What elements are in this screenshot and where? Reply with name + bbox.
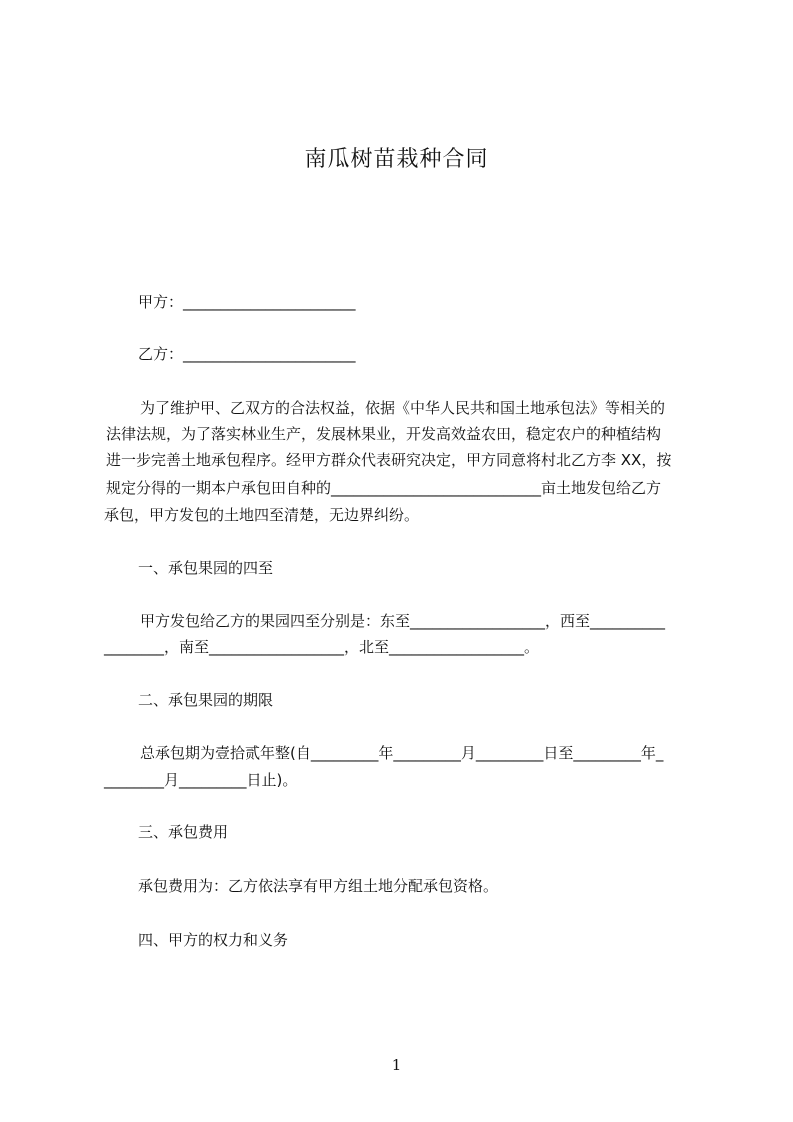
section-4-heading: 四、甲方的权力和义务 xyxy=(138,931,289,949)
intro-line-1: 为了维护甲、乙双方的合法权益，依据《中华人民共和国土地承包法》等相关的 xyxy=(140,399,666,417)
section-1-line-1: 甲方发包给乙方的果园四至分别是：东至__________________，西至__________ xyxy=(140,612,666,630)
intro-line-5: 承包，甲方发包的土地四至清楚，无边界纠纷。 xyxy=(104,506,420,524)
section-1-heading: 一、承包果园的四至 xyxy=(138,559,274,577)
section-3-line-1: 承包费用为：乙方依法享有甲方组土地分配承包资格。 xyxy=(138,877,499,895)
section-2-line-2: ________月_________日止)。 xyxy=(104,771,298,789)
party-b-line: 乙方：_______________________ xyxy=(138,345,356,363)
intro-line-4: 规定分得的一期本户承包田自种的____________________________亩土地发包给乙方 xyxy=(106,479,662,497)
page-number: 1 xyxy=(391,1056,402,1074)
party-a-line: 甲方：_______________________ xyxy=(138,293,356,311)
section-2-line-1: 总承包期为壹拾贰年整(自_________年_________月_________日至_________年_ xyxy=(140,744,664,762)
intro-line-2: 法律法规，为了落实林业生产，发展林果业，开发高效益农田，稳定农户的种植结构 xyxy=(106,425,662,443)
document-title: 南瓜树苗栽种合同 xyxy=(304,147,489,172)
intro-line-3: 进一步完善土地承包程序。经甲方群众代表研究决定，甲方同意将村北乙方李 XX，按 xyxy=(106,451,672,469)
section-1-line-2: ________，南至__________________，北至__________________。 xyxy=(104,638,540,656)
section-3-heading: 三、承包费用 xyxy=(138,823,229,841)
section-2-heading: 二、承包果园的期限 xyxy=(138,691,274,709)
